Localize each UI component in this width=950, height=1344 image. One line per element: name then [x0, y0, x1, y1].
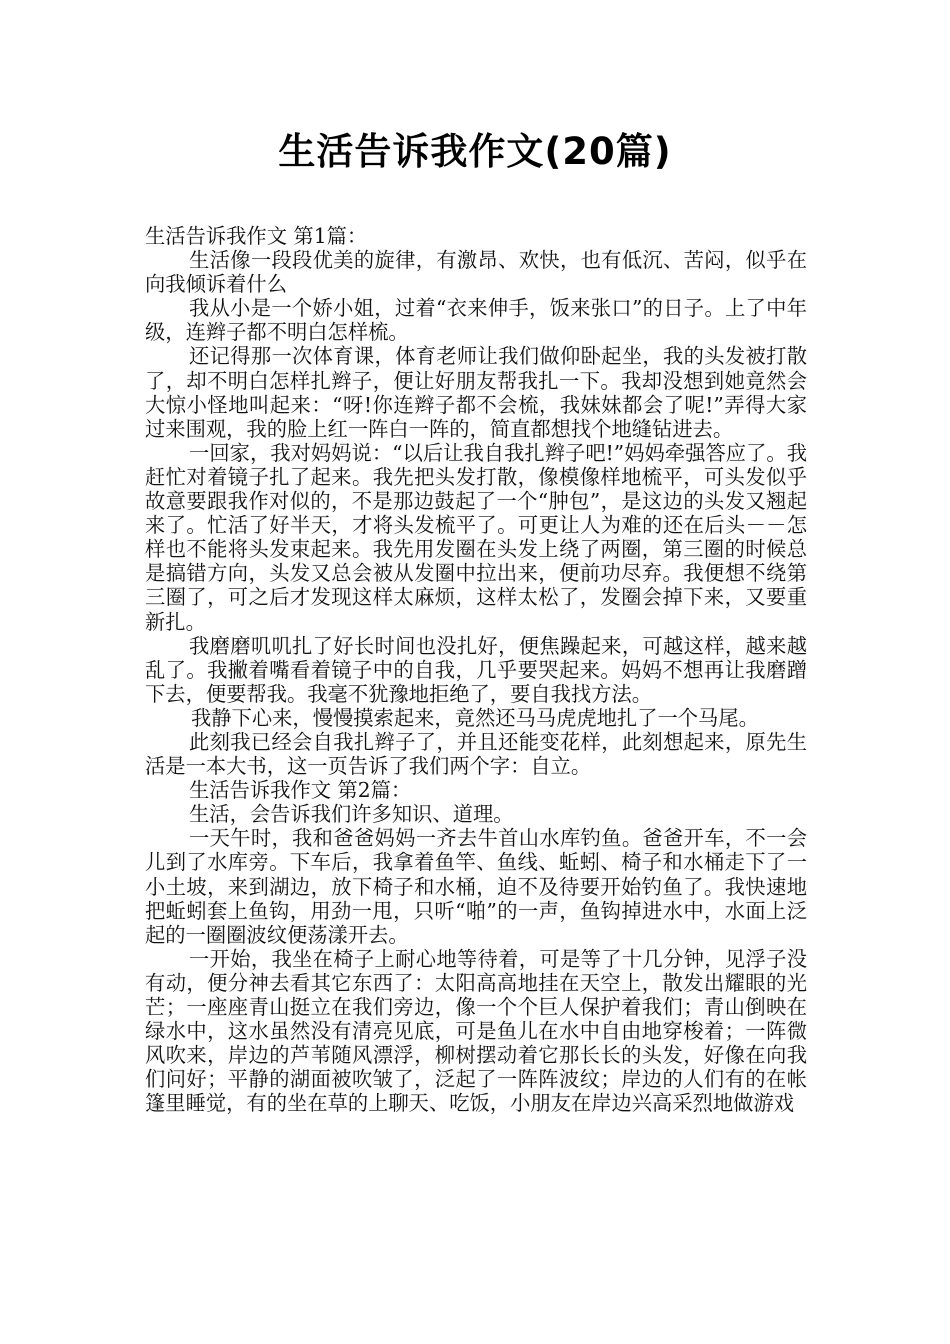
document-title: 生活告诉我作文(20篇) — [278, 130, 672, 173]
paragraph: 还记得那一次体育课，体育老师让我们做仰卧起坐，我的头发被打散了，却不明白怎样扎辫子，便让好朋友帮我扎一下。我却没想到她竟然会大惊小怪地叫起来：“呀!你连辫子都不会梳，我妹妹都会了呢!”弄得大家过来围观，我的脸上红一阵白一阵的，简直都想找个地缝钻进去。 — [145, 344, 807, 441]
paragraph: 一回家，我对妈妈说：“以后让我自我扎辫子吧!”妈妈牵强答应了。我赶忙对着镜子扎了起来。我先把头发打散，像模像样地梳平，可头发似乎故意要跟我作对似的，不是那边鼓起了一个“肿包”，是这边的头发又翘起来了。忙活了好半天，才将头发梳平了。可更让人为难的还在后头－－怎样也不能将头发束起来。我先用发圈在头发上绕了两圈，第三圈的时候总是搞错方向，头发又总会被从发圈中拉出来，便前功尽弃。我便想不绕第三圈了，可之后才发现这样太麻烦，这样太松了，发圈会掉下来，又要重新扎。 — [145, 440, 807, 634]
document-body — [145, 224, 807, 1115]
paragraph: 生活，会告诉我们许多知识、道理。 — [189, 802, 514, 827]
paragraph: 生活像一段段优美的旋律，有激昂、欢快，也有低沉、苦闷，似乎在向我倾诉着什么 — [145, 248, 807, 297]
paragraph: 生活告诉我作文 第2篇： — [189, 778, 412, 803]
paragraph: 我从小是一个娇小姐，过着“衣来伸手，饭来张口”的日子。上了中年级，连辫子都不明白怎样梳。 — [145, 296, 807, 345]
paragraph: 我磨磨叽叽扎了好长时间也没扎好，便焦躁起来，可越这样，越来越乱了。我撇着嘴看着镜子中的自我，几乎要哭起来。妈妈不想再让我磨蹭下去，便要帮我。我毫不犹豫地拒绝了，要自我找方法。 — [145, 633, 807, 706]
paragraph: 此刻我已经会自我扎辫子了，并且还能变花样，此刻想起来，原先生活是一本大书，这一页告诉了我们两个字：自立。 — [145, 729, 807, 779]
paragraph: 生活告诉我作文 第1篇： — [145, 224, 368, 248]
paragraph: 一开始，我坐在椅子上耐心地等待着，可是等了十几分钟，见浮子没有动，便分神去看其它东西了：太阳高高地挂在天空上，散发出耀眼的光芒；一座座青山挺立在我们旁边，像一个个巨人保护着我们；青山倒映在绿水中，这水虽然没有清亮见底，可是鱼儿在水中自由地穿梭着；一阵微风吹来，岸边的芦苇随风漂浮，柳树摆动着它那长长的头发，好像在向我们问好；平静的湖面被吹皱了，泛起了一阵阵波纹；岸边的人们有的在帐篷里睡觉，有的坐在草的上聊天、吃饭，小朋友在岸边兴高采烈地做游戏 — [145, 946, 807, 1116]
paragraph: 我静下心来，慢慢摸索起来，竟然还马马虎虎地扎了一个马尾。 — [191, 705, 759, 730]
paragraph: 一天午时，我和爸爸妈妈一齐去牛首山水库钓鱼。爸爸开车，不一会儿到了水库旁。下车后，我拿着鱼竿、鱼线、蚯蚓、椅子和水桶走下了一小土坡，来到湖边，放下椅子和水桶，迫不及待要开始钓鱼了。我快速地把蚯蚓套上鱼钩，用劲一甩，只听“啪”的一声，鱼钩掉进水中，水面上泛起的一圈圈波纹便荡漾开去。 — [145, 826, 807, 947]
